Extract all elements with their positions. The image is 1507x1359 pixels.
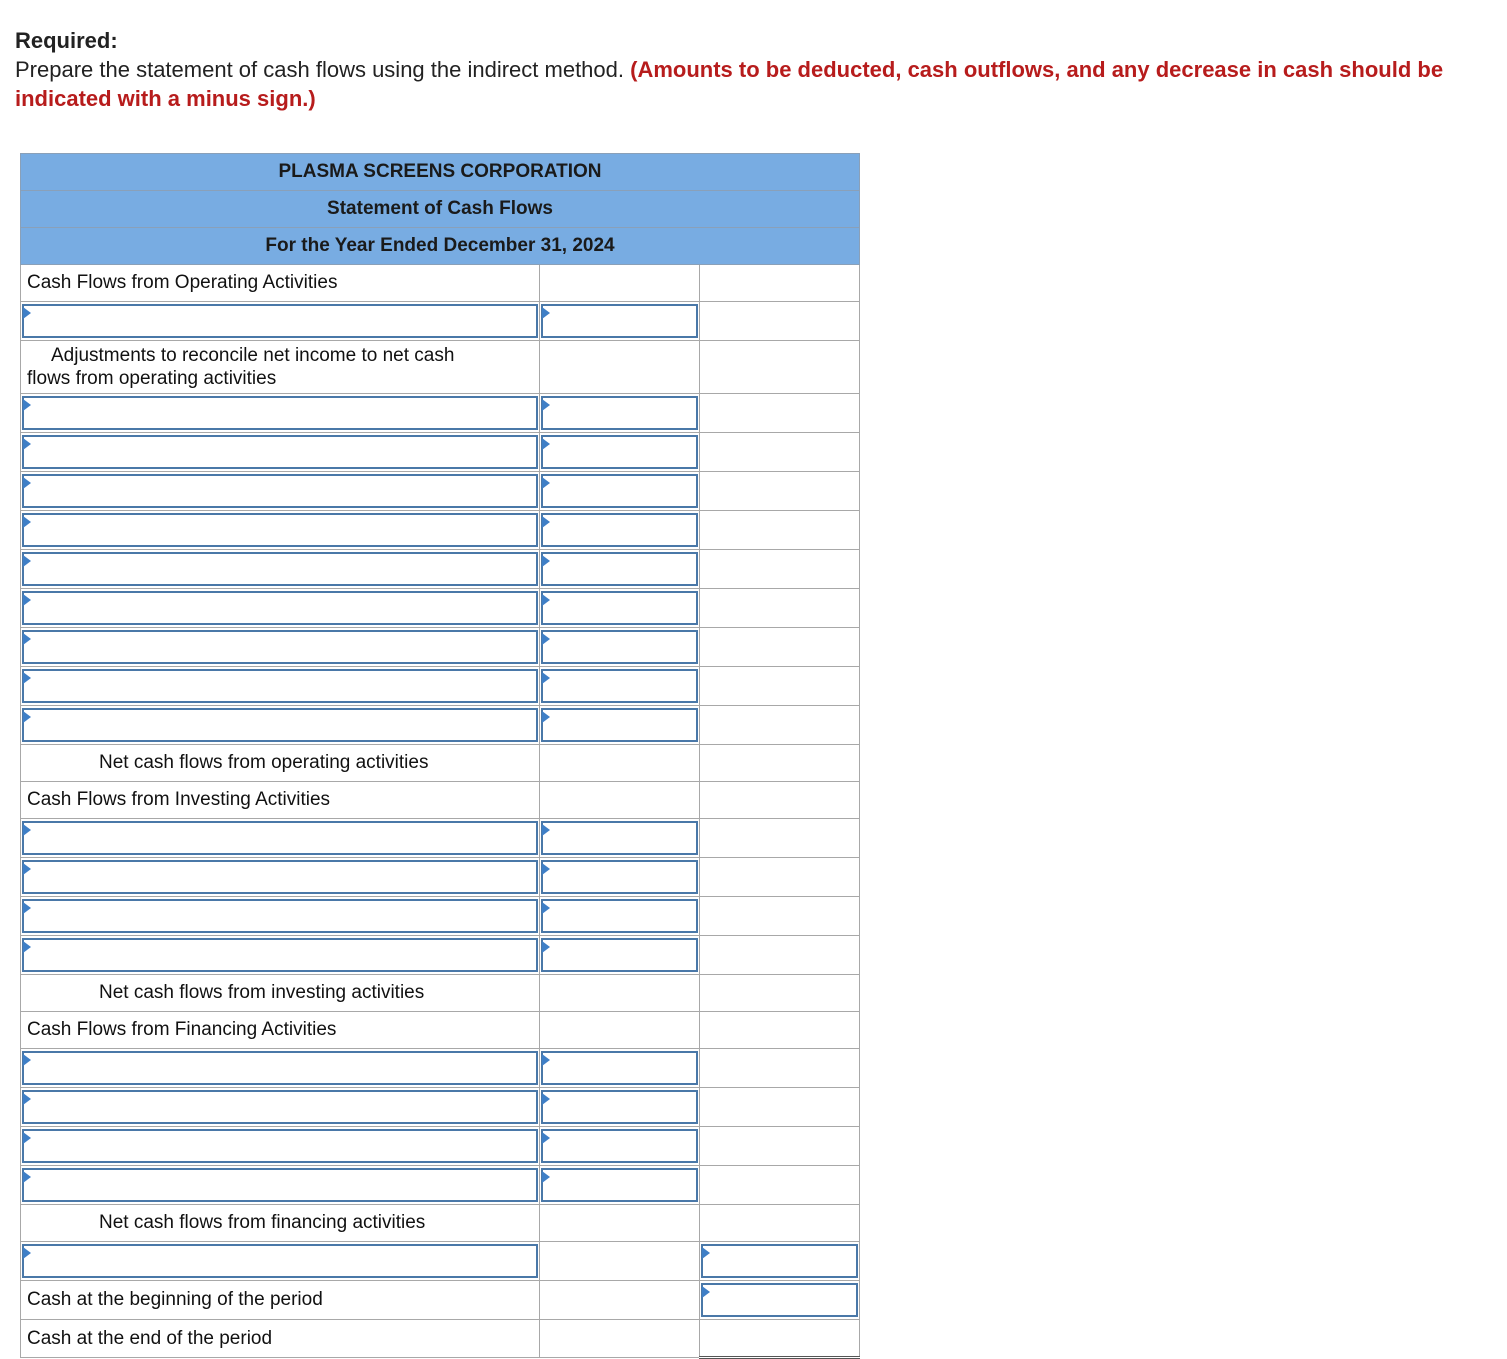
empty-cell <box>540 1281 700 1320</box>
financing-label-dropdown[interactable] <box>22 1129 538 1163</box>
dropdown-marker-icon <box>23 1093 31 1105</box>
net-change-label-dropdown[interactable] <box>22 1244 538 1278</box>
dropdown-marker-icon <box>23 902 31 914</box>
investing-amount-input[interactable] <box>541 938 698 972</box>
empty-cell <box>700 1127 860 1166</box>
investing-label-dropdown[interactable] <box>22 938 538 972</box>
financing-label-dropdown[interactable] <box>22 1168 538 1202</box>
net-financing-total <box>700 1205 860 1242</box>
net-financing-label: Net cash flows from financing activities <box>21 1205 540 1242</box>
empty-cell <box>700 936 860 975</box>
operating-input-row <box>21 394 860 433</box>
instructions-note: (Amounts to be deducted, cash outflows, and any decrease in cash should be indicated with a minus sign.) <box>15 57 1444 111</box>
dropdown-marker-icon <box>542 516 550 528</box>
dropdown-marker-icon <box>23 1247 31 1259</box>
net-investing-row <box>21 975 860 1012</box>
operating-amount-input[interactable] <box>541 591 698 625</box>
dropdown-marker-icon <box>542 941 550 953</box>
operating-input-row <box>21 667 860 706</box>
investing-amount-input[interactable] <box>541 860 698 894</box>
empty-cell <box>700 511 860 550</box>
cash-end-label: Cash at the end of the period <box>21 1320 540 1358</box>
instructions-text <box>15 55 1500 113</box>
dropdown-marker-icon <box>542 477 550 489</box>
investing-amount-input[interactable] <box>541 821 698 855</box>
net-operating-label: Net cash flows from operating activities <box>21 745 540 782</box>
net-operating-row <box>21 745 860 782</box>
dropdown-marker-icon <box>23 307 31 319</box>
adjustments-label <box>21 341 540 394</box>
empty-cell <box>700 472 860 511</box>
financing-input-row <box>21 1088 860 1127</box>
empty-cell <box>700 550 860 589</box>
dropdown-marker-icon <box>23 863 31 875</box>
cash-end-row <box>21 1320 860 1358</box>
dropdown-marker-icon <box>542 824 550 836</box>
operating-amount-input[interactable] <box>541 396 698 430</box>
dropdown-marker-icon <box>542 633 550 645</box>
dropdown-marker-icon <box>23 516 31 528</box>
empty-cell <box>540 1320 700 1358</box>
dropdown-marker-icon <box>542 555 550 567</box>
operating-label-dropdown[interactable] <box>22 708 538 742</box>
dropdown-marker-icon <box>23 711 31 723</box>
financing-input-rows <box>21 1049 860 1205</box>
financing-amount-input[interactable] <box>541 1129 698 1163</box>
operating-amount-input[interactable] <box>541 513 698 547</box>
dropdown-marker-icon <box>542 1132 550 1144</box>
dropdown-marker-icon <box>702 1286 710 1298</box>
instructions <box>15 26 1500 113</box>
financing-heading: Cash Flows from Financing Activities <box>21 1012 540 1049</box>
empty-cell <box>700 302 860 341</box>
dropdown-marker-icon <box>23 824 31 836</box>
operating-amount-input[interactable] <box>541 630 698 664</box>
operating-label-dropdown[interactable] <box>22 591 538 625</box>
dropdown-marker-icon <box>23 1171 31 1183</box>
operating-label-dropdown[interactable] <box>22 435 538 469</box>
dropdown-marker-icon <box>23 1132 31 1144</box>
operating-heading: Cash Flows from Operating Activities <box>21 265 540 302</box>
financing-label-dropdown[interactable] <box>22 1090 538 1124</box>
operating-label-dropdown[interactable] <box>22 669 538 703</box>
dropdown-marker-icon <box>542 1054 550 1066</box>
empty-cell <box>540 1012 700 1049</box>
empty-cell <box>700 897 860 936</box>
operating-label-dropdown[interactable] <box>22 513 538 547</box>
adjustments-row <box>21 341 860 394</box>
empty-cell <box>540 782 700 819</box>
adjustments-label-line1: Adjustments to reconcile net income to net cash <box>51 345 455 366</box>
financing-input-row <box>21 1049 860 1088</box>
operating-input-row <box>21 628 860 667</box>
dropdown-marker-icon <box>542 1093 550 1105</box>
empty-cell <box>700 819 860 858</box>
cash-end-total <box>700 1320 860 1358</box>
investing-label-dropdown[interactable] <box>22 860 538 894</box>
statement-period: For the Year Ended December 31, 2024 <box>21 228 860 265</box>
net-financing-row <box>21 1205 860 1242</box>
dropdown-marker-icon <box>542 711 550 723</box>
empty-cell <box>540 341 700 394</box>
empty-cell <box>540 1242 700 1281</box>
operating-amount-input[interactable] <box>541 552 698 586</box>
investing-input-row <box>21 897 860 936</box>
dropdown-marker-icon <box>542 307 550 319</box>
adjustments-label-line2: flows from operating activities <box>27 368 277 389</box>
dropdown-marker-icon <box>23 399 31 411</box>
operating-amount-input[interactable] <box>541 669 698 703</box>
empty-cell <box>540 1205 700 1242</box>
operating-input-row <box>21 589 860 628</box>
operating-label-dropdown[interactable] <box>22 630 538 664</box>
financing-heading-row <box>21 1012 860 1049</box>
empty-cell <box>700 589 860 628</box>
financing-label-dropdown[interactable] <box>22 1051 538 1085</box>
net-investing-total <box>700 975 860 1012</box>
empty-cell <box>700 341 860 394</box>
instructions-main: Prepare the statement of cash flows using the indirect method. <box>15 57 624 82</box>
operating-label-dropdown[interactable] <box>22 474 538 508</box>
investing-input-row <box>21 858 860 897</box>
investing-label-dropdown[interactable] <box>22 899 538 933</box>
dropdown-marker-icon <box>542 902 550 914</box>
company-name: PLASMA SCREENS CORPORATION <box>21 154 860 191</box>
investing-amount-input[interactable] <box>541 899 698 933</box>
operating-input-row <box>21 472 860 511</box>
net-change-amount-input[interactable] <box>701 1244 858 1278</box>
empty-cell <box>700 433 860 472</box>
net-income-row <box>21 302 860 341</box>
dropdown-marker-icon <box>23 672 31 684</box>
operating-label-dropdown[interactable] <box>22 552 538 586</box>
financing-amount-input[interactable] <box>541 1090 698 1124</box>
dropdown-marker-icon <box>23 941 31 953</box>
dropdown-marker-icon <box>23 477 31 489</box>
empty-cell <box>700 782 860 819</box>
operating-heading-row <box>21 265 860 302</box>
empty-cell <box>700 667 860 706</box>
operating-amount-input[interactable] <box>541 435 698 469</box>
operating-input-row <box>21 433 860 472</box>
cash-beginning-row <box>21 1281 860 1320</box>
net-income-amount-input[interactable] <box>541 304 698 338</box>
financing-input-row <box>21 1127 860 1166</box>
financing-amount-input[interactable] <box>541 1051 698 1085</box>
investing-heading: Cash Flows from Investing Activities <box>21 782 540 819</box>
cash-beginning-label: Cash at the beginning of the period <box>21 1281 540 1320</box>
empty-cell <box>540 975 700 1012</box>
empty-cell <box>700 394 860 433</box>
operating-input-rows <box>21 394 860 745</box>
dropdown-marker-icon <box>23 633 31 645</box>
empty-cell <box>700 265 860 302</box>
investing-heading-row <box>21 782 860 819</box>
net-operating-total <box>700 745 860 782</box>
operating-input-row <box>21 550 860 589</box>
dropdown-marker-icon <box>23 438 31 450</box>
operating-label-dropdown[interactable] <box>22 396 538 430</box>
operating-input-row <box>21 511 860 550</box>
dropdown-marker-icon <box>542 594 550 606</box>
operating-amount-input[interactable] <box>541 474 698 508</box>
dropdown-marker-icon <box>702 1247 710 1259</box>
required-label: Required: <box>15 28 118 53</box>
dropdown-marker-icon <box>542 1171 550 1183</box>
empty-cell <box>540 265 700 302</box>
empty-cell <box>700 858 860 897</box>
empty-cell <box>700 1012 860 1049</box>
financing-amount-input[interactable] <box>541 1168 698 1202</box>
net-income-label-dropdown[interactable] <box>22 304 538 338</box>
empty-cell <box>700 706 860 745</box>
dropdown-marker-icon <box>23 1054 31 1066</box>
cash-beginning-amount-input[interactable] <box>701 1283 858 1317</box>
investing-label-dropdown[interactable] <box>22 821 538 855</box>
empty-cell <box>700 1166 860 1205</box>
investing-input-row <box>21 819 860 858</box>
operating-amount-input[interactable] <box>541 708 698 742</box>
dropdown-marker-icon <box>542 863 550 875</box>
dropdown-marker-icon <box>23 594 31 606</box>
empty-cell <box>540 745 700 782</box>
dropdown-marker-icon <box>542 399 550 411</box>
empty-cell <box>700 1088 860 1127</box>
net-change-row <box>21 1242 860 1281</box>
empty-cell <box>700 628 860 667</box>
net-investing-label: Net cash flows from investing activities <box>21 975 540 1012</box>
investing-input-row <box>21 936 860 975</box>
dropdown-marker-icon <box>23 555 31 567</box>
operating-input-row <box>21 706 860 745</box>
financing-input-row <box>21 1166 860 1205</box>
empty-cell <box>700 1049 860 1088</box>
statement-title: Statement of Cash Flows <box>21 191 860 228</box>
dropdown-marker-icon <box>542 438 550 450</box>
investing-input-rows <box>21 819 860 975</box>
cash-flow-statement-table <box>20 153 860 1359</box>
dropdown-marker-icon <box>542 672 550 684</box>
